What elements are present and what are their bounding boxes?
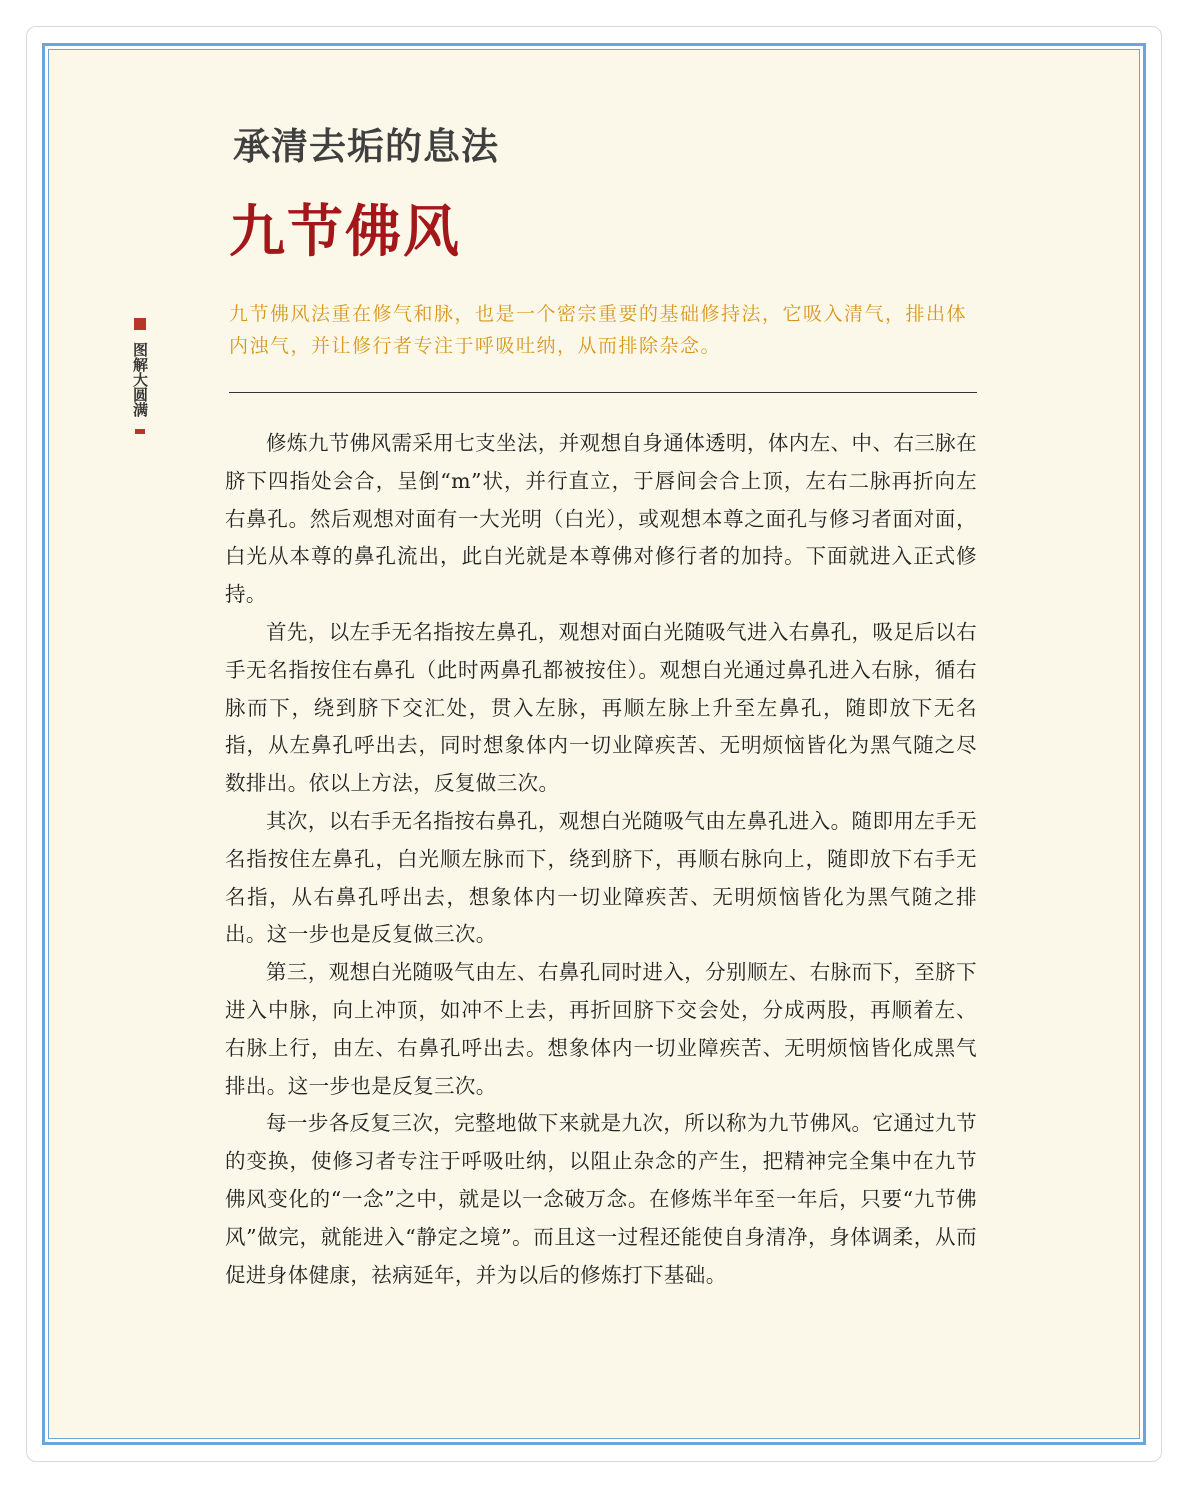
paragraph: 第三，观想白光随吸气由左、右鼻孔同时进入，分别顺左、右脉而下，至脐下进入中脉，向上冲顶，如冲不上去，再折回脐下交会处，分成两股，再顺着左、右脉上行，由左、右鼻孔呼出去。想象体内一切业障疾苦、无明烦恼皆化成黑气排出。这一步也是反复三次。 bbox=[225, 960, 977, 1098]
side-marker-top-icon bbox=[134, 318, 146, 330]
book-page bbox=[48, 49, 1140, 1439]
paragraph: 每一步各反复三次，完整地做下来就是九次，所以称为九节佛风。它通过九节的变换，使修习者专注于呼吸吐纳，以阻止杂念的产生，把精神完全集中在九节佛风变化的“一念”之中，就是以一念破万念。在修炼半年至一年后，只要“九节佛风”做完，就能进入“静定之境”。而且这一过程还能使自身清净，身体调柔，从而促进身体健康，祛病延年，并为以后的修炼打下基础。 bbox=[225, 1111, 977, 1287]
page-title: 九节佛风 bbox=[229, 199, 461, 265]
divider-line bbox=[229, 392, 977, 393]
side-book-label bbox=[129, 318, 151, 434]
paragraph: 其次，以右手无名指按右鼻孔，观想白光随吸气由左鼻孔进入。随即用左手无名指按住左鼻孔，白光顺左脉而下，绕到脐下，再顺右脉向上，随即放下右手无名指，从右鼻孔呼出去，想象体内一切业障疾苦、无明烦恼皆化为黑气随之排出。这一步也是反复做三次。 bbox=[225, 808, 977, 947]
page-frame bbox=[42, 43, 1146, 1445]
side-marker-bottom-icon bbox=[135, 429, 145, 434]
side-label-text: 图解大圆满 bbox=[131, 342, 149, 417]
intro-text: 九节佛风法重在修气和脉，也是一个密宗重要的基础修持法，它吸入清气，排出体内浊气，并让修行者专注于呼吸吐纳，从而排除杂念。 bbox=[229, 303, 968, 357]
body-text bbox=[225, 425, 977, 1294]
section-subtitle: 承清去垢的息法 bbox=[233, 125, 499, 168]
paragraph: 首先，以左手无名指按左鼻孔，观想对面白光随吸气进入右鼻孔，吸足后以右手无名指按住右鼻孔（此时两鼻孔都被按住）。观想白光通过鼻孔进入右脉，循右脉而下，绕到脐下交汇处，贯入左脉，再顺左脉上升至左鼻孔，随即放下无名指，从左鼻孔呼出去，同时想象体内一切业障疾苦、无明烦恼皆化为黑气随之尽数排出。依以上方法，反复做三次。 bbox=[225, 619, 977, 796]
paragraph: 修炼九节佛风需采用七支坐法，并观想自身通体透明，体内左、中、右三脉在脐下四指处会合，呈倒“m”状，并行直立，于唇间会合上顶，左右二脉再折向左右鼻孔。然后观想对面有一大光明（白光），或观想本尊之面孔与修习者面对面，白光从本尊的鼻孔流出，此白光就是本尊佛对修行者的加持。下面就进入正式修持。 bbox=[225, 431, 977, 607]
page-content bbox=[49, 50, 1139, 1438]
